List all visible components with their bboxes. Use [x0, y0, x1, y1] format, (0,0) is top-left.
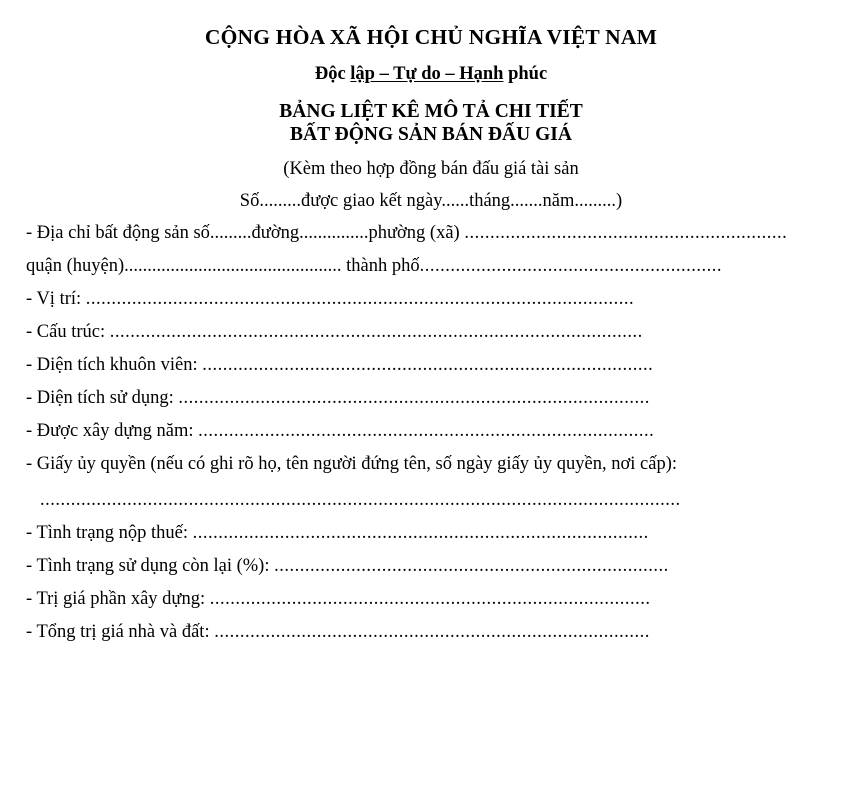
- field-built-year-input[interactable]: .........................................................................................: [198, 421, 655, 441]
- field-tax-status-label: - Tình trạng nộp thuế:: [26, 522, 193, 543]
- field-tax-status-input[interactable]: .........................................................................................: [192, 523, 649, 543]
- field-usable-area-label: - Diện tích sử dụng:: [26, 387, 179, 408]
- motto-suffix: phúc: [503, 63, 548, 84]
- field-construction-value: [26, 590, 836, 623]
- form-fields: [26, 213, 836, 656]
- field-built-year: [26, 422, 836, 455]
- field-total-value: [26, 623, 836, 656]
- field-address: [26, 224, 836, 257]
- field-remaining-usage-input[interactable]: .............................................................................: [274, 556, 669, 576]
- field-district-city: [26, 257, 836, 290]
- field-position-input[interactable]: ...........................................................................................................: [85, 289, 635, 309]
- field-authorization: [26, 455, 836, 491]
- field-authorization-label: - Giấy ủy quyền (nếu có ghi rõ họ, tên người đứng tên, số ngày giấy ủy quyền, nơi cấp):: [26, 453, 678, 474]
- document-title-line-2: BẤT ĐỘNG SẢN BÁN ĐẤU GIÁ: [290, 123, 572, 145]
- motto-underlined: lập – Tự do – Hạnh: [350, 63, 504, 84]
- field-structure-label: - Cấu trúc:: [26, 321, 110, 342]
- document-subtitle-line-2: Số.........được giao kết ngày......tháng.......năm.........): [239, 191, 623, 212]
- field-address-input[interactable]: ...............................................................: [464, 223, 788, 243]
- field-usable-area-input[interactable]: ............................................................................................: [178, 388, 650, 408]
- field-address-label: - Địa chỉ bất động sản số.........đường...............phường (xã): [26, 222, 465, 243]
- field-total-value-input[interactable]: .....................................................................................: [214, 622, 650, 642]
- field-position: [26, 290, 836, 323]
- field-authorization-continuation: [26, 491, 836, 524]
- field-construction-value-label: - Trị giá phần xây dựng:: [26, 588, 210, 609]
- field-structure-input[interactable]: ........................................................................................................: [109, 322, 643, 342]
- field-tax-status: [26, 524, 836, 557]
- national-motto: [26, 50, 836, 84]
- field-built-year-label: - Được xây dựng năm:: [26, 420, 199, 441]
- field-authorization-input[interactable]: .............................................................................................................................: [40, 490, 681, 510]
- field-position-label: - Vị trí:: [26, 288, 86, 309]
- field-structure: [26, 323, 836, 356]
- document-title: [26, 84, 836, 146]
- field-campus-area-label: - Diện tích khuôn viên:: [26, 354, 203, 375]
- field-campus-area-input[interactable]: ........................................................................................: [202, 355, 654, 375]
- field-district-label: quận (huyện): [26, 255, 125, 276]
- document-title-line-1: BẢNG LIỆT KÊ MÔ TẢ CHI TIẾT: [279, 100, 583, 122]
- field-construction-value-input[interactable]: ......................................................................................: [209, 589, 651, 609]
- field-remaining-usage-label: - Tình trạng sử dụng còn lại (%):: [26, 555, 275, 576]
- field-city-label: thành phố: [341, 255, 420, 276]
- field-remaining-usage: [26, 557, 836, 590]
- document-subtitle-line-1: (Kèm theo hợp đồng bán đấu giá tài sản: [283, 158, 579, 179]
- field-usable-area: [26, 389, 836, 422]
- field-city-input[interactable]: ...........................................................: [419, 256, 722, 276]
- field-total-value-label: - Tổng trị giá nhà và đất:: [26, 621, 215, 642]
- motto-prefix: Độc: [314, 63, 351, 84]
- field-campus-area: [26, 356, 836, 389]
- national-header: CỘNG HÒA XÃ HỘI CHỦ NGHĨA VIỆT NAM: [204, 25, 658, 49]
- field-district-input[interactable]: ...............................................: [124, 255, 342, 276]
